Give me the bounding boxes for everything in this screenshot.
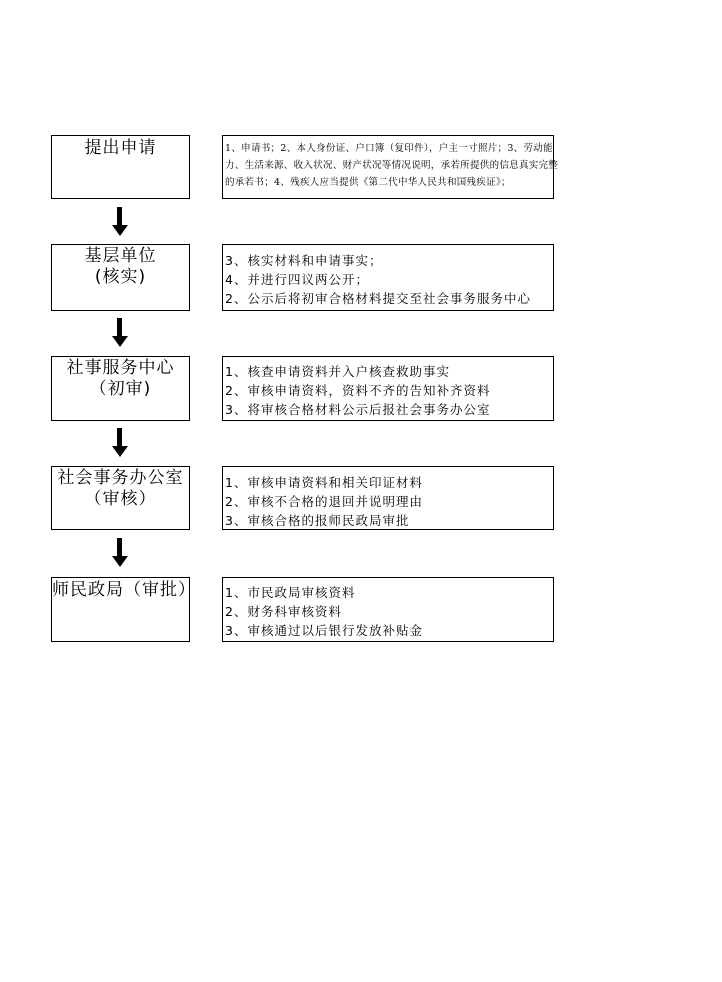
step-subtitle: (核实) (94, 267, 147, 287)
detail-box-service-center (222, 356, 554, 421)
step-box-civil-affairs-bureau (51, 577, 196, 642)
step-box-social-affairs-office (51, 466, 190, 530)
step-box-apply (51, 135, 190, 199)
detail-item: 3、核实材料和申请事实； (225, 253, 383, 268)
detail-item: 1、申请书；2、本人身份证、户口簿（复印件），户主一寸照片；3、劳动能 (225, 143, 553, 154)
down-arrow-icon (112, 207, 128, 237)
step-title: 师民政局（审批） (52, 580, 196, 600)
detail-item: 3、审核通过以后银行发放补贴金 (225, 623, 423, 638)
detail-item: 4、并进行四议两公开； (225, 272, 369, 287)
step-title: 社事服务中心 (66, 358, 175, 378)
step-box-grassroots-unit (51, 244, 190, 311)
detail-item: 2、财务科审核资料 (225, 604, 342, 619)
detail-item: 1、审核申请资料和相关印证材料 (225, 475, 423, 490)
detail-item: 2、审核申请资料，资料不齐的告知补齐资料 (225, 383, 491, 398)
down-arrow-icon (112, 428, 128, 458)
step-title: 提出申请 (84, 138, 157, 158)
down-arrow-icon (112, 538, 128, 568)
detail-item: 3、审核合格的报师民政局审批 (225, 513, 410, 528)
detail-box-social-affairs-office (222, 466, 554, 530)
detail-box-civil-affairs-bureau (222, 577, 554, 642)
detail-item: 2、审核不合格的退回并说明理由 (225, 494, 423, 509)
detail-item: 的承若书；4、残疾人应当提供《第二代中华人民共和国残疾证》； (225, 177, 511, 188)
detail-item: 1、核查申请资料并入户核查救助事实 (225, 364, 450, 379)
detail-box-apply (222, 135, 559, 199)
step-subtitle: （初审) (89, 379, 152, 399)
down-arrow-icon (112, 318, 128, 348)
step-title: 社会事务办公室 (57, 468, 184, 488)
detail-item: 2、公示后将初审合格材料提交至社会事务服务中心 (225, 291, 531, 306)
detail-item: 1、市民政局审核资料 (225, 585, 356, 600)
detail-box-grassroots-unit (222, 244, 554, 311)
step-box-service-center (51, 356, 190, 421)
detail-item: 力、生活来源、收入状况、财产状况等情况说明，承若所提供的信息真实完整 (225, 160, 559, 171)
step-title: 基层单位 (84, 246, 157, 266)
detail-item: 3、将审核合格材料公示后报社会事务办公室 (225, 402, 491, 417)
step-subtitle: （审核） (84, 489, 157, 509)
